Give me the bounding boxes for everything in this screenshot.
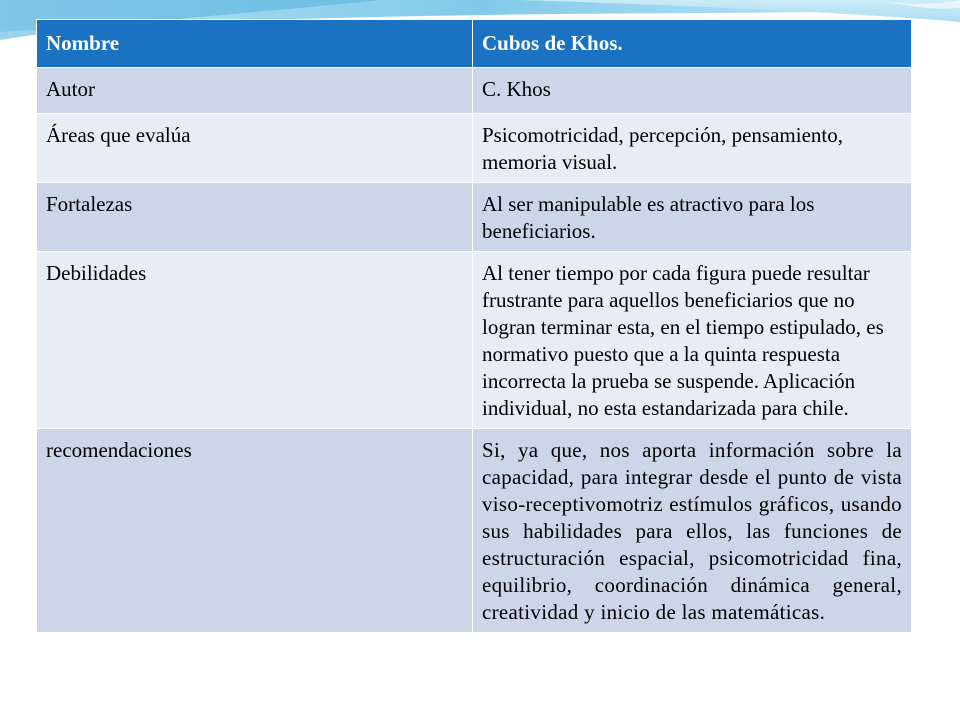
table-row-areas [37, 114, 912, 183]
table-row-autor [37, 68, 912, 114]
table-row-debilidades [37, 252, 912, 429]
row-value-cell: Al ser manipulable es atractivo para los beneficiarios. [473, 183, 912, 252]
row-value-cell: Psicomotricidad, percepción, pensamiento, memoria visual. [473, 114, 912, 183]
info-table [36, 19, 912, 633]
row-value-cell: Si, ya que, nos aporta información sobre la capacidad, para integrar desde el punto de vista viso-receptivomotriz estímulos gráficos, usando sus habilidades para ellos, las funciones de estructuración espacial, psicomotricidad fina, equilibrio, coordinación dinámica general, creatividad y inicio de las matemáticas. [473, 429, 912, 633]
row-label-cell: Fortalezas [37, 183, 473, 252]
table-row-recomendaciones [37, 429, 912, 633]
row-label-cell: Debilidades [37, 252, 473, 429]
row-value-cell: C. Khos [473, 68, 912, 114]
header-value-cell: Cubos de Khos. [473, 20, 912, 68]
row-label-cell: recomendaciones [37, 429, 473, 633]
row-label-cell: Autor [37, 68, 473, 114]
header-label-cell: Nombre [37, 20, 473, 68]
table-header-row [37, 20, 912, 68]
row-label-cell: Áreas que evalúa [37, 114, 473, 183]
row-value-cell: Al tener tiempo por cada figura puede resultar frustrante para aquellos beneficiarios que no logran terminar esta, en el tiempo estipulado, es normativo puesto que a la quinta respuesta incorrecta la prueba se suspende. Aplicación individual, no esta estandarizada para chile. [473, 252, 912, 429]
table-row-fortalezas [37, 183, 912, 252]
